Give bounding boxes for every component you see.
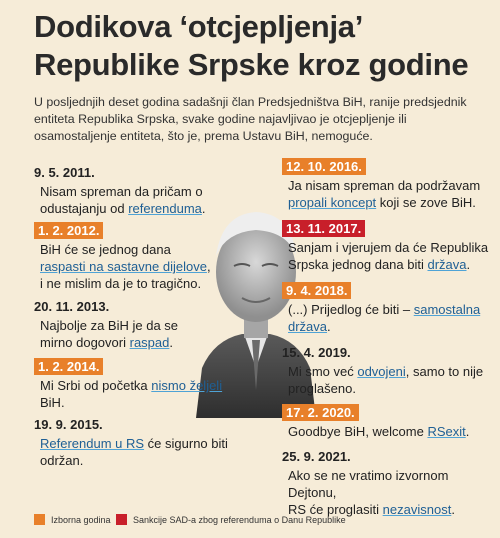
entry-date: 12. 10. 2016. — [282, 158, 366, 175]
entry-line: i ne mislim da je to tragično. — [40, 276, 202, 291]
quote-link[interactable]: raspasti na sastavne dijelove — [40, 259, 207, 274]
entry-text — [282, 301, 480, 335]
entry-line: Srpska jednog dana biti država. — [288, 257, 471, 272]
entry-line: Mi smo već odvojeni, samo to nije — [288, 364, 484, 379]
entry-text — [282, 363, 483, 397]
entry-date: 1. 2. 2014. — [34, 358, 103, 375]
entry-date: 9. 5. 2011. — [34, 165, 95, 180]
entry-line: (...) Prijedlog će biti – samostalna — [288, 302, 481, 317]
entry-2011 — [34, 164, 206, 217]
entry-line: Goodbye BiH, welcome RSexit. — [288, 424, 470, 439]
entry-date: 25. 9. 2021. — [282, 449, 351, 464]
legend-election-year — [34, 514, 111, 526]
legend-red-label: Sankcije SAD-a zbog referenduma o Danu Republike — [133, 515, 346, 525]
entry-2015 — [34, 416, 228, 469]
entry-text — [282, 467, 500, 518]
entry-line: propali koncept koji se zove BiH. — [288, 195, 476, 210]
entry-line: BiH. — [40, 395, 65, 410]
entry-date: 15. 4. 2019. — [282, 345, 351, 360]
legend-red-swatch — [116, 514, 127, 525]
quote-link[interactable]: samostalna — [413, 302, 481, 317]
entry-text — [34, 377, 222, 411]
entry-2016 — [282, 158, 480, 211]
entry-date: 9. 4. 2018. — [282, 282, 351, 299]
entry-line: održan. — [40, 453, 84, 468]
entry-date: 19. 9. 2015. — [34, 417, 103, 432]
entry-2021 — [282, 448, 500, 518]
entry-text — [282, 177, 480, 211]
entry-text — [282, 239, 488, 273]
quote-link[interactable]: nismo željeli — [151, 378, 223, 393]
entry-date: 20. 11. 2013. — [34, 299, 110, 314]
entry-2019 — [282, 344, 483, 397]
quote-link[interactable]: država — [288, 319, 328, 334]
legend-orange-label: Izborna godina — [51, 515, 111, 525]
legend-orange-swatch — [34, 514, 45, 525]
entry-2012 — [34, 222, 211, 292]
entry-line: država. — [288, 319, 331, 334]
entry-line: proglašeno. — [288, 381, 356, 396]
entry-2013 — [34, 298, 178, 351]
intro-paragraph: U posljednjih deset godina sadašnji član Predsjedništva BiH, ranije predsjednik entiteta Republika Srpska, svake godine najavljivao je otcjepljenje ili osamostaljenje entiteta, što je, prema Ustavu BiH, nemoguće. — [34, 95, 467, 143]
quote-link[interactable]: RSexit — [427, 424, 466, 439]
entry-line: Ako se ne vratimo izvornom Dejtonu, — [288, 468, 449, 500]
quote-link[interactable]: država — [427, 257, 467, 272]
entry-date: 13. 11. 2017. — [282, 220, 365, 237]
entry-text — [34, 241, 211, 292]
quote-link[interactable]: nezavisnost — [382, 502, 452, 517]
entry-line: odustajanju od referenduma. — [40, 201, 206, 216]
entry-line: Sanjam i vjerujem da će Republika — [288, 240, 489, 255]
entry-text — [34, 183, 206, 217]
title-line-2: Republike Srpske kroz godine — [34, 47, 469, 82]
entry-2018 — [282, 282, 480, 335]
entry-text — [282, 423, 469, 440]
quote-link[interactable]: referenduma — [128, 201, 202, 216]
entry-text — [34, 435, 228, 469]
legend-sanctions — [116, 514, 346, 526]
quote-link[interactable]: odvojeni — [357, 364, 406, 379]
page-title — [34, 8, 474, 84]
entry-date: 1. 2. 2012. — [34, 222, 103, 239]
quote-link[interactable]: raspad — [129, 335, 170, 350]
entry-line: BiH će se jednog dana — [40, 242, 171, 257]
entry-line: raspasti na sastavne dijelove, — [40, 259, 211, 274]
entry-line: Mi Srbi od početka nismo željeli — [40, 378, 223, 393]
entry-line: RS će proglasiti nezavisnost. — [288, 502, 455, 517]
quote-link[interactable]: Referendum u RS — [40, 436, 145, 451]
entry-2017 — [282, 220, 488, 273]
entry-line: Referendum u RS će sigurno biti — [40, 436, 228, 451]
entry-line: Najbolje za BiH je da se — [40, 318, 179, 333]
entry-text — [34, 317, 178, 351]
entry-line: Nisam spreman da pričam o — [40, 184, 203, 199]
entry-2014 — [34, 358, 222, 411]
entry-2020 — [282, 404, 469, 440]
entry-line: Ja nisam spreman da podržavam — [288, 178, 481, 193]
entry-line: mirno dogovori raspad. — [40, 335, 173, 350]
entry-date: 17. 2. 2020. — [282, 404, 359, 421]
title-line-1: Dodikova ‘otcjepljenja’ — [34, 9, 364, 44]
quote-link[interactable]: propali koncept — [288, 195, 377, 210]
